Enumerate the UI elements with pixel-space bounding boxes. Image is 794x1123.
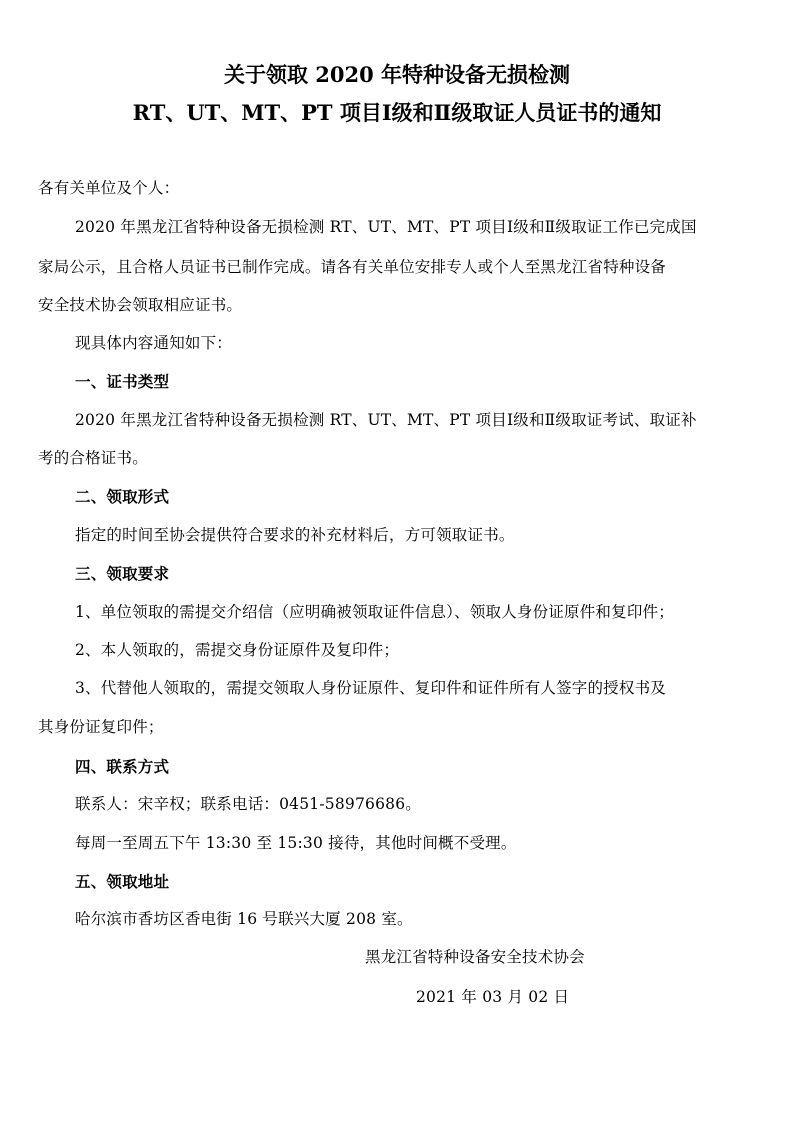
intro-line: 家局公示，且合格人员证书已制作完成。请各有关单位安排专人或个人至黑龙江省特种设备 xyxy=(38,258,667,276)
section-heading: 三、领取要求 xyxy=(75,564,170,583)
intro-line: 安全技术协会领取相应证书。 xyxy=(38,296,243,314)
section-heading: 一、证书类型 xyxy=(75,372,170,391)
section-line: 联系人：宋辛权；联系电话：0451-58976686。 xyxy=(75,795,421,813)
document-title-line-1: 关于领取 2020 年特种设备无损检测 xyxy=(223,62,571,87)
section-heading: 四、联系方式 xyxy=(75,757,170,776)
signature-organization: 黑龙江省特种设备安全技术协会 xyxy=(365,948,585,966)
section-line: 2、本人领取的，需提交身份证原件及复印件； xyxy=(75,641,400,659)
intro-line: 2020 年黑龙江省特种设备无损检测 RT、UT、MT、PT 项目Ⅰ级和Ⅱ级取证工作已完成国 xyxy=(75,218,697,236)
section-line: 考的合格证书。 xyxy=(38,449,148,467)
section-line: 每周一至周五下午 13:30 至 15:30 接待，其他时间概不受理。 xyxy=(75,834,517,852)
notice-lead: 现具体内容通知如下： xyxy=(75,334,233,352)
section-line: 3、代替他人领取的，需提交领取人身份证原件、复印件和证件所有人签字的授权书及 xyxy=(75,679,666,697)
section-heading: 五、领取地址 xyxy=(75,872,170,891)
signature-date: 2021 年 03 月 02 日 xyxy=(416,988,570,1006)
section-line: 指定的时间至协会提供符合要求的补充材料后，方可领取证书。 xyxy=(75,526,515,544)
salutation: 各有关单位及个人： xyxy=(38,179,180,197)
section-heading: 二、领取形式 xyxy=(75,487,170,506)
section-line: 1、单位领取的需提交介绍信（应明确被领取证件信息）、领取人身份证原件和复印件； xyxy=(75,603,674,621)
section-line: 其身份证复印件； xyxy=(38,718,164,736)
section-line: 2020 年黑龙江省特种设备无损检测 RT、UT、MT、PT 项目Ⅰ级和Ⅱ级取证考试、取证补 xyxy=(75,411,697,429)
section-line: 哈尔滨市香坊区香电街 16 号联兴大厦 208 室。 xyxy=(75,910,413,928)
document-title-line-2: RT、UT、MT、PT 项目Ⅰ级和Ⅱ级取证人员证书的通知 xyxy=(132,100,662,125)
